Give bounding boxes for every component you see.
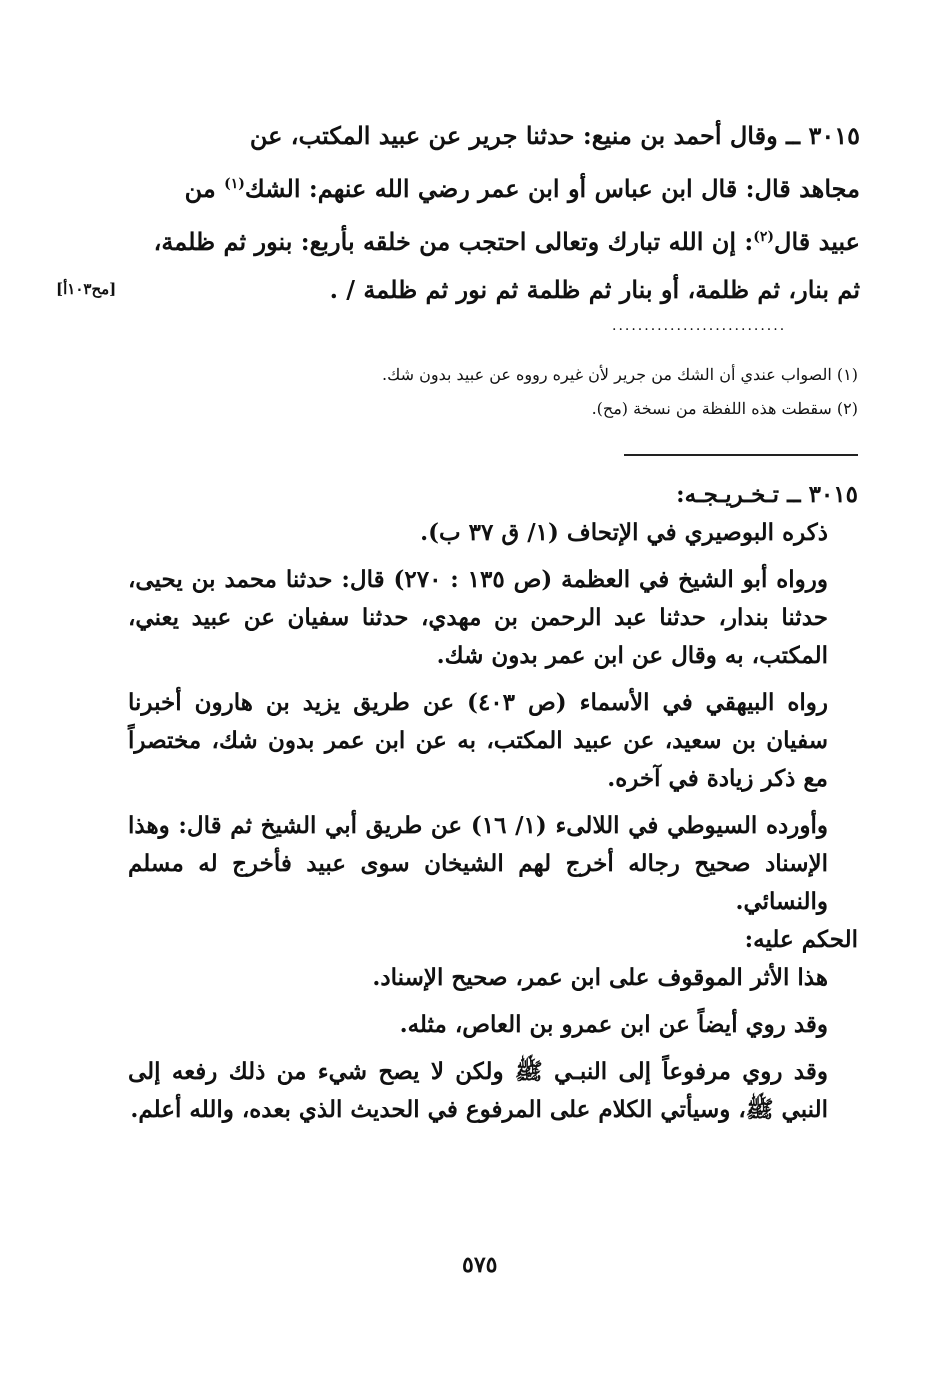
manuscript-margin-note: [مح١٠٣أ] [56, 280, 117, 298]
takhrij-paragraph: ورواه أبو الشيخ في العظمة (ص ١٣٥ : ٢٧٠) قال: حدثنا محمد بن يحيى، حدثنا بندار، حدثنا عبد الرحمن بن مهدي، حدثنا سفيان عن عبيد يعني، المكتب، به وقال عن ابن عمر بدون شك. [128, 566, 828, 669]
takhrij-heading: ٣٠١٥ ــ تـخـريـجـه: [676, 481, 858, 508]
main-line [130, 266, 860, 314]
footnote-ref-2: (٢) [753, 229, 775, 245]
page-number: ٥٧٥ [462, 1252, 498, 1278]
footnote-2: (٢) سقطت هذه اللفظة من نسخة (مح). [591, 399, 858, 418]
main-line-text: ثم بنار، ثم ظلمة، أو بنار ثم ظلمة ثم نور ثم ظلمة / . [329, 275, 860, 304]
main-line-text: مجاهد قال: قال ابن عباس أو ابن عمر رضي الله عنهم: الشك [244, 174, 860, 203]
takhrij-paragraph: وأورده السيوطي في اللالىء (١/ ١٦) عن طريق أبي الشيخ ثم قال: وهذا الإسناد صحيح رجاله أخرج لهم الشيخان سوى عبيد فأخرج له مسلم والنسائي. [128, 812, 828, 915]
main-line-text: من [184, 174, 225, 203]
footnote-separator-dots: ........................... [612, 318, 787, 334]
main-line-text: : إن الله تبارك وتعالى احتجب من خلقه بأربع: بنور ثم ظلمة، [153, 227, 754, 256]
takhrij-paragraph: ذكره البوصيري في الإتحاف (١/ ق ٣٧ ب). [420, 519, 828, 546]
footnote-ref-1: (١) [224, 176, 245, 192]
takhrij-section [128, 476, 858, 1138]
main-text [130, 112, 860, 314]
main-line [130, 112, 860, 160]
hukm-paragraph: وقد روي مرفوعاً إلى النبـي ﷺ ولكن لا يصح شيء من ذلك رفعه إلى النبي ﷺ، وسيأتي الكلام على المرفوع في الحديث الذي بعده، والله أعلم. [128, 1058, 828, 1123]
hukm-paragraph: هذا الأثر الموقوف على ابن عمر، صحيح الإسناد. [372, 964, 828, 991]
footnotes [298, 358, 858, 426]
hukm-heading: الحكم عليه: [744, 926, 858, 953]
takhrij-paragraph: رواه البيهقي في الأسماء (ص ٤٠٣) عن طريق يزيد بن هارون أخبرنا سفيان بن سعيد، عن عبيد المكتب، به عن ابن عمر بدون شك، مختصراً مع ذكر زيادة في آخره. [128, 689, 828, 792]
main-line [130, 160, 860, 213]
footnote-1: (١) الصواب عندي أن الشك من جرير لأن غيره رووه عن عبيد بدون شك. [382, 365, 858, 384]
main-line-text: عبيد قال [774, 227, 860, 256]
main-line-text: ٣٠١٥ ــ وقال أحمد بن منيع: حدثنا جرير عن عبيد المكتب، عن [249, 121, 860, 150]
main-line [130, 213, 860, 266]
section-divider [624, 454, 858, 456]
hukm-paragraph: وقد روي أيضاً عن ابن عمرو بن العاص، مثله. [399, 1011, 828, 1038]
